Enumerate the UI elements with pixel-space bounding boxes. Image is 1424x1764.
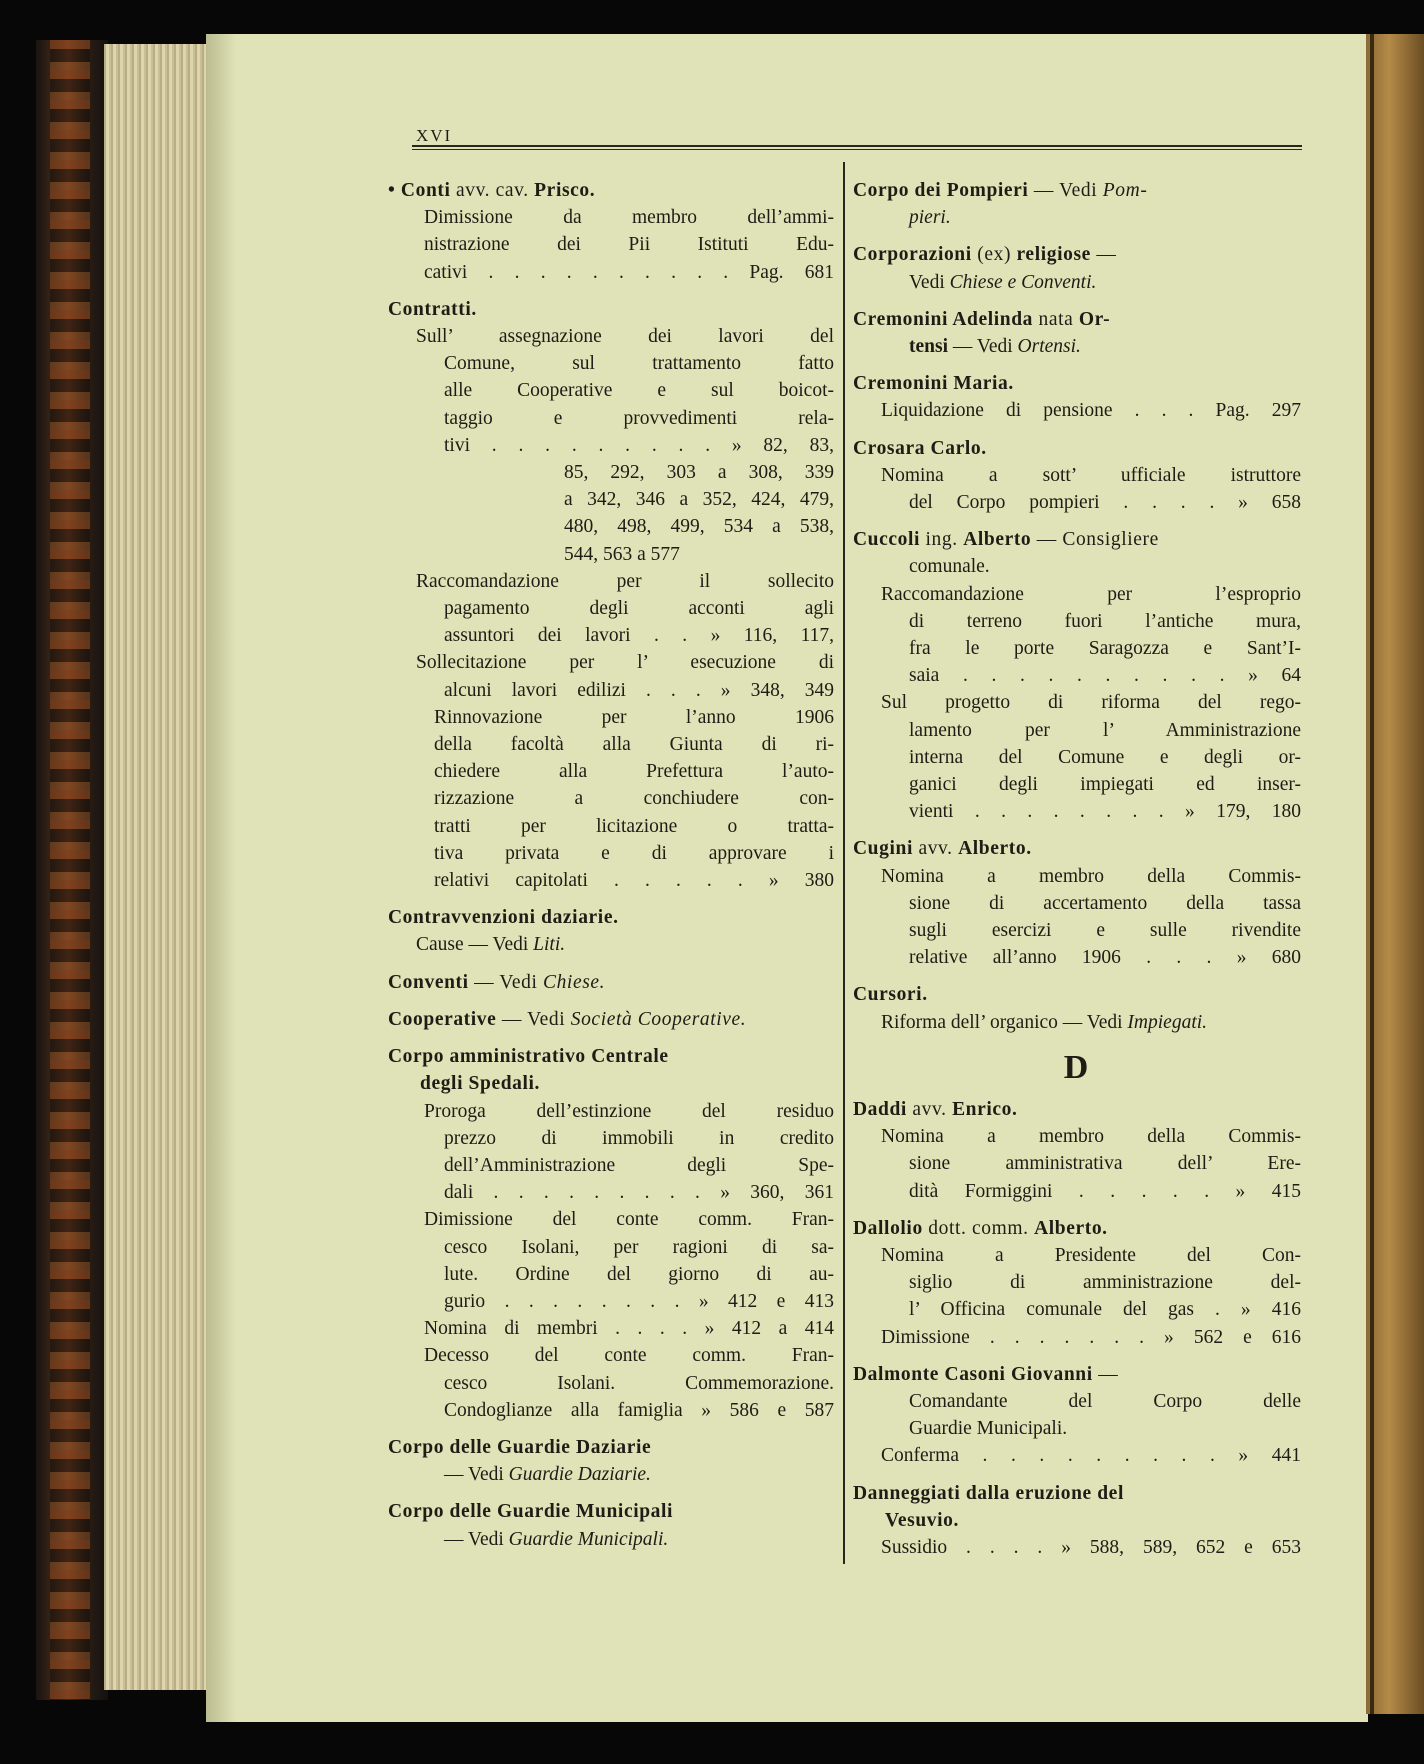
index-entry-dalmonte: Dalmonte Casoni Giovanni — Comandante del Corpo delle Guardie Municipali. Conferma . . . . . . . . . » 441 <box>853 1363 1301 1467</box>
adjacent-page-edge <box>1366 34 1424 1714</box>
entry-heading: Cremonini Maria. <box>853 373 1014 395</box>
index-entry-pompieri: Corpo dei Pompieri — Vedi Pom- pieri. <box>853 180 1148 229</box>
index-entry-contravvenzioni: Contravvenzioni daziarie. Cause — Vedi Liti. <box>388 904 834 958</box>
book-binding <box>36 40 108 1700</box>
entry-heading: Corpo delle Guardie Municipali <box>388 1501 674 1523</box>
column-divider <box>843 162 845 1564</box>
entry-heading: Dallolio <box>853 1217 923 1239</box>
index-entry-cooperative: Cooperative — Vedi Società Cooperative. <box>388 1008 747 1030</box>
index-entry-daddi: Daddi avv. Enrico. Nomina a membro della Commis- sione amministrativa dell’ Ere- dità Formiggini . . . . . » 415 <box>853 1098 1301 1202</box>
index-entry-crosara: Crosara Carlo. Nomina a sott’ ufficiale istruttore del Corpo pompieri . . . . » 658 <box>853 435 1301 517</box>
entry-heading: Conventi <box>388 971 469 993</box>
index-entry-danneggiati: Danneggiati dalla eruzione del Vesuvio. Sussidio . . . . » 588, 589, 652 e 653 <box>853 1480 1301 1562</box>
entry-heading: Cooperative <box>388 1008 497 1030</box>
index-entry-cremonini-adelinda: Cremonini Adelinda nata Or- tensi — Vedi Ortensi. <box>853 308 1111 358</box>
index-entry-contratti: Contratti. Sull’ assegnazione dei lavori del Comune, sul trattamento fatto alle Cooperative e sul boicot- taggio e provvedimenti rela- tivi . . . . . . . . . » 82, 83, 85, 292, 303 a 308, 339 a 342, 346 a 352, 424, 479, 480, 498, 499, 534 a 538, 544, 563 a 577 Raccomandazione per il sollecito pagamento degli acconti agli assuntori dei lavori . . » 116, 117, Sollecitazione per l’ esecuzione di alcuni lavori edilizi . . . » 348, 349 Rinnovazione per l’anno 1906 della facoltà alla Giunta di ri- chiedere alla Prefettura l’auto- rizzazione a conchiudere con- tratti per licitazione o tratta- tiva privata e di approvare i relativi capitolati . . . . . » 380 <box>388 296 834 894</box>
entry-heading: Danneggiati dalla eruzione del <box>853 1482 1124 1504</box>
index-entry-conventi: Conventi — Vedi Chiese. <box>388 971 606 993</box>
entry-heading: Corporazioni <box>853 244 972 266</box>
entry-heading: Cremonini Adelinda <box>853 308 1034 330</box>
entry-heading: Cuccoli <box>853 529 921 551</box>
entry-heading: Contratti. <box>388 298 477 320</box>
index-entry-guardie-municipali: Corpo delle Guardie Municipali — Vedi Guardie Municipali. <box>388 1498 834 1552</box>
entry-heading: Contravvenzioni daziarie. <box>388 907 619 929</box>
page-edges <box>104 44 216 1690</box>
entry-heading: Crosara Carlo. <box>853 437 987 459</box>
index-entry-corpo-amministrativo: Corpo amministrativo Centrale degli Spedali. Proroga dell’estinzione del residuo prezzo di immobili in credito dell’Amministrazione degli Spe- dali . . . . . . . . . » 360, 361 Dimissione del conte comm. Fran- cesco Isolani, per ragioni di sa- lute. Ordine del giorno di au- gurio . . . . . . . . » 412 e 413 Nomina di membri . . . . » 412 a 414 Decesso del conte comm. Fran- cesco Isolani. Commemorazione. Condoglianze alla famiglia » 586 e 587 <box>388 1043 834 1424</box>
left-column <box>388 177 834 1563</box>
index-entry-cugini: Cugini avv. Alberto. Nomina a membro della Commis- sione di accertamento della tassa sugli esercizi e sulle rivendite relative all’anno 1906 . . . » 680 <box>853 838 1301 969</box>
index-entry-cuccoli: Cuccoli ing. Alberto — Consigliere comunale. Raccomandazione per l’esproprio di terreno fuori l’antiche mura, fra le porte Saragozza e Sant’I- saia . . . . . . . . . . » 64 Sul progetto di riforma del rego- lamento per l’ Amministrazione interna del Comune e degli or- ganici degli impiegati ed inser- vienti . . . . . . . . » 179, 180 <box>853 529 1301 823</box>
entry-heading: Daddi <box>853 1098 907 1120</box>
entry-heading: Corpo dei Pompieri <box>853 180 1029 201</box>
entry-heading: Dalmonte Casoni Giovanni <box>853 1363 1093 1385</box>
index-entry-dallolio: Dallolio dott. comm. Alberto. Nomina a Presidente del Con- siglio di amministrazione del- l’ Officina comunale del gas . » 416 Dimissione . . . . . . . » 562 e 616 <box>853 1217 1301 1348</box>
entry-heading: Conti <box>400 180 451 201</box>
entry-heading: Corpo delle Guardie Daziarie <box>388 1436 652 1458</box>
index-entry-corporazioni: Corporazioni (ex) religiose — Vedi Chiese e Conventi. <box>853 244 1117 293</box>
index-entry-conti: • Conti avv. cav. Prisco. Dimissione da membro dell’ammi- nistrazione dei Pii Istituti Edu- cativi . . . . . . . . . . Pag. 681 <box>388 180 834 283</box>
header-rule-thin <box>412 149 1302 150</box>
entry-heading: Corpo amministrativo Centrale <box>388 1046 669 1068</box>
entry-heading: Cursori. <box>853 984 928 1006</box>
index-entry-cremonini-maria: Cremonini Maria. Liquidazione di pensione . . . Pag. 297 <box>853 370 1301 424</box>
header-rule <box>412 145 1302 147</box>
section-letter: D <box>1063 1048 1091 1086</box>
page-number: XVI <box>416 126 453 145</box>
index-entry-cursori: Cursori. Riforma dell’ organico — Vedi Impiegati. <box>853 981 1301 1035</box>
index-entry-guardie-daziarie: Corpo delle Guardie Daziarie — Vedi Guardie Daziarie. <box>388 1434 834 1488</box>
right-column <box>853 177 1301 1571</box>
entry-heading: Cugini <box>853 838 913 860</box>
